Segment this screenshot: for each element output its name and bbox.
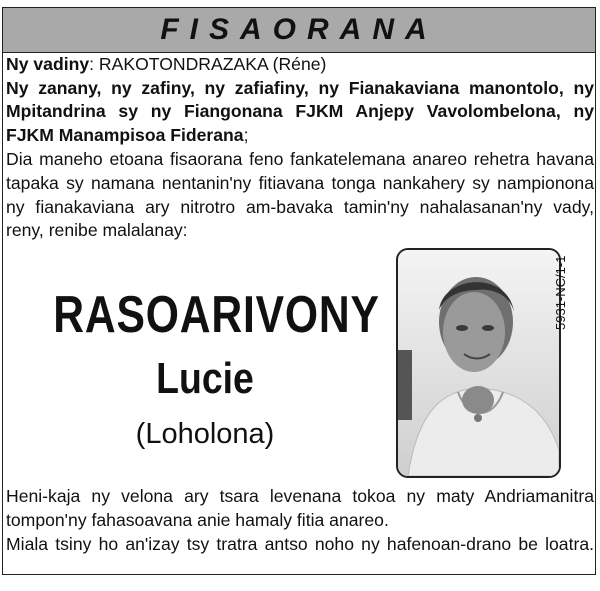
spouse-label: Ny vadiny (6, 54, 90, 74)
thanks-line-4: reny, renibe malalanay: (6, 220, 188, 241)
family-paragraph (6, 77, 594, 148)
family-line-3: FJKM Manampisoa Fiderana (6, 125, 244, 146)
closing-line-3: Miala tsiny ho an'izay tsy tratra antso noho ny hafenoan-drano be loatra. (6, 533, 594, 554)
spouse-name: : RAKOTONDRAZAKA (Réne) (89, 54, 327, 74)
reference-code: 5931-NC/1-1 (553, 255, 568, 330)
thanks-line-1: Dia maneho etoana fisaorana feno fankatelemana anareo rehetra havana (6, 149, 594, 169)
spouse-line (6, 53, 594, 77)
thanks-paragraph (6, 148, 594, 243)
thanks-line-2: tapaka sy namana nentanin'ny fitiavana tonga nankahery sy nampionona (6, 172, 594, 193)
family-line-2: Mpitandrina sy ny Fiangonana FJKM Anjepy Vavolombelona, ny (6, 101, 594, 122)
portrait-photo (396, 248, 561, 478)
family-suffix: ; (243, 125, 249, 146)
closing-line-2: tompon'ny fahasoavana anie hamaly fitia anareo. (6, 509, 389, 530)
family-line-1: Ny zanany, ny zafiny, ny zafiafiny, ny Fianakaviana manontolo, ny (6, 77, 594, 98)
family-line-3-wrap (6, 124, 594, 148)
thanks-line-3: ny fianakaviana ary nitrotro am-bavaka tamin'ny nahalasanan'ny vady, (6, 196, 594, 217)
deceased-alias: (Loholona) (135, 418, 275, 450)
deceased-given-name: Lucie (156, 354, 254, 403)
closing-paragraph (6, 485, 594, 556)
notice-title: FISAORANA (160, 13, 438, 46)
closing-line-1: Heni-kaja ny velona ary tsara levenana tokoa ny maty Andriamanitra (6, 486, 594, 506)
header-banner (3, 8, 595, 53)
portrait-illustration (398, 250, 559, 476)
deceased-surname: RASOARIVONY (53, 286, 380, 344)
